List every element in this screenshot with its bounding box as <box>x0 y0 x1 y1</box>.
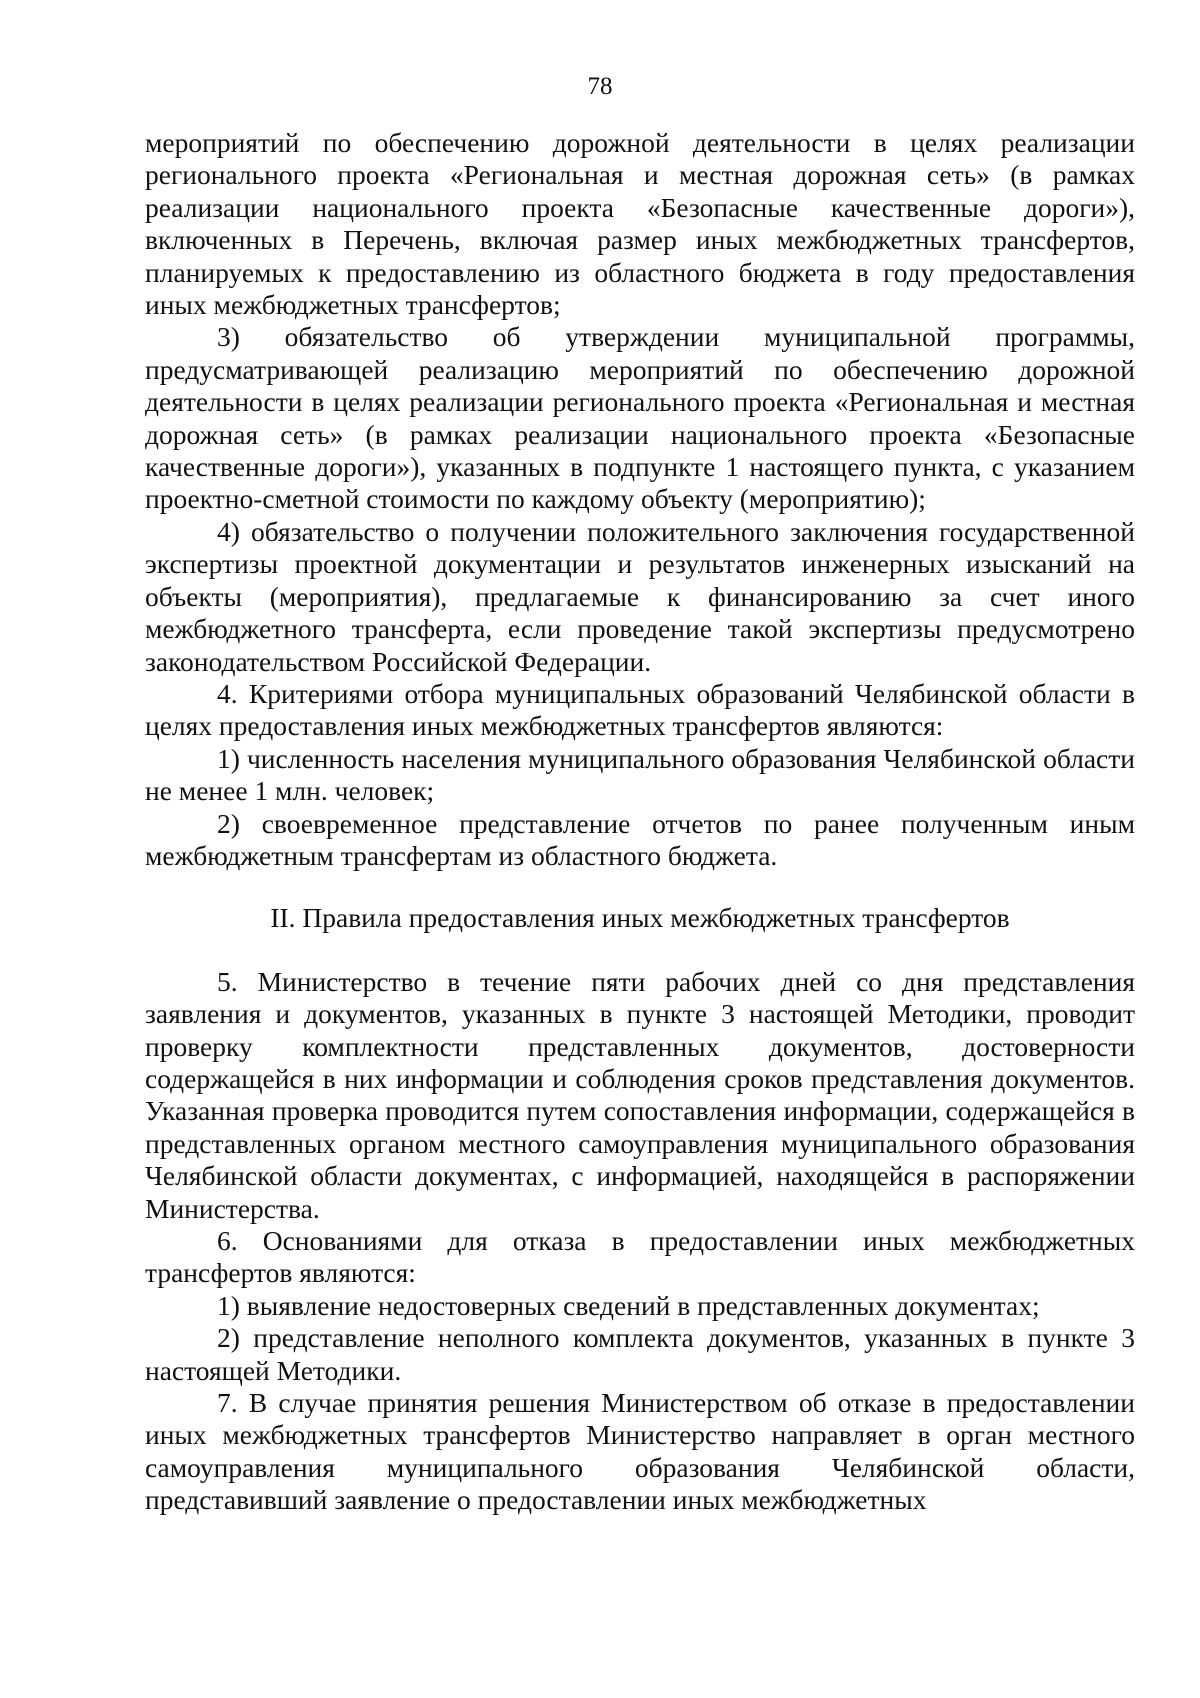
section-heading: II. Правила предоставления иных межбюджетных трансфертов <box>270 902 1010 934</box>
clause-6-item-1: 1) выявление недостоверных сведений в представленных документах; <box>217 1289 1040 1321</box>
clause-6: 6. Основаниями для отказа в предоставлении иных межбюджетных трансфертов являются: <box>145 1225 1135 1289</box>
paragraph-continuation: мероприятий по обеспечению дорожной деятельности в целях реализации регионального проекта «Региональная и местная дорожная сеть» (в рамках реализации национального проекта «Безопасные качественные дороги»), включенных в Перечень, включая размер иных межбюджетных трансфертов, планируемых к предоставлению из областного бюджета в году предоставления иных межбюджетных трансфертов; <box>145 127 1135 321</box>
clause-4-item-1: 1) численность населения муниципального образования Челябинской области не менее 1 млн. человек; <box>145 742 1135 807</box>
clause-5: 5. Министерство в течение пяти рабочих дней со дня представления заявления и документов, указанных в пункте 3 настоящей Методики, проводит проверку комплектности представленных документов, достоверности содержащейся в них информации и соблюдения сроков представления документов. Указанная проверка проводится путем сопоставления информации, содержащейся в представленных органом местного самоуправления муниципального образования Челябинской области документах, с информацией, находящейся в распоряжении Министерства. <box>145 965 1135 1224</box>
document-body <box>145 127 1135 1517</box>
clause-6-item-2: 2) представление неполного комплекта документов, указанных в пункте 3 настоящей Методики. <box>145 1322 1135 1386</box>
clause-7: 7. В случае принятия решения Министерством об отказе в предоставлении иных межбюджетных трансфертов Министерство направляет в орган местного самоуправления муниципального образования Челябинской области, представивший заявление о предоставлении иных межбюджетных <box>145 1387 1135 1516</box>
list-item-3: 3) обязательство об утверждении муниципальной программы, предусматривающей реализацию мероприятий по обеспечению дорожной деятельности в целях реализации регионального проекта «Региональная и местная дорожная сеть» (в рамках реализации национального проекта «Безопасные качественные дороги»), указанных в подпункте 1 настоящего пункта, с указанием проектно-сметной стоимости по каждому объекту (мероприятию); <box>145 321 1135 515</box>
list-item-4: 4) обязательство о получении положительного заключения государственной экспертизы проектной документации и результатов инженерных изысканий на объекты (мероприятия), предлагаемые к финансированию за счет иного межбюджетного трансферта, если проведение такой экспертизы предусмотрено законодательством Российской Федерации. <box>145 515 1135 677</box>
page-number: 78 <box>587 73 613 100</box>
clause-4-item-2: 2) своевременное представление отчетов по ранее полученным иным межбюджетным трансфертам из областного бюджета. <box>145 807 1135 871</box>
clause-4: 4. Критериями отбора муниципальных образований Челябинской области в целях предоставления иных межбюджетных трансфертов являются: <box>145 677 1135 742</box>
